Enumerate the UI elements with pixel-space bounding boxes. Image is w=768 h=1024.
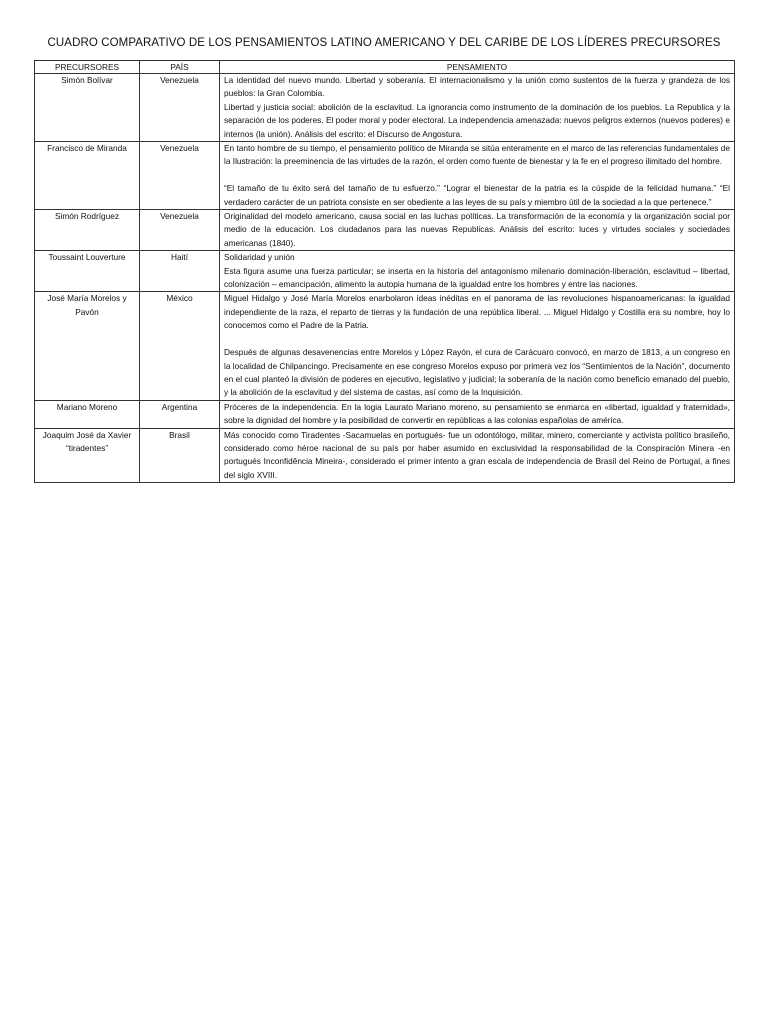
column-header-pensamiento: PENSAMIENTO (220, 61, 735, 74)
thought-paragraph: Más conocido como Tiradentes -Sacamuelas en portugués- fue un odontólogo, militar, minero, comerciante y activista político brasileño, considerado como héroe nacional de su país por haber asumido en exclusividad la responsabilidad de la Conspiración Minera -en portugués Inconfidência Mineira-, considerado el primer intento a gran escala de independencia de Brasil del Reino de Portugal, a fines del siglo XVIII. (224, 429, 730, 480)
precursor-name: Toussaint Louverture (35, 251, 140, 292)
precursor-thought (220, 428, 735, 483)
table-row (35, 400, 735, 428)
thought-paragraph: Solidaridad y unión (224, 252, 295, 263)
table-row (35, 251, 735, 292)
precursor-country: Venezuela (140, 142, 220, 210)
precursor-country: Brasil (140, 428, 220, 483)
table-row (35, 142, 735, 210)
precursor-country: Venezuela (140, 210, 220, 251)
precursor-thought (220, 251, 735, 292)
precursor-name: Francisco de Miranda (35, 142, 140, 210)
thought-paragraph: En tanto hombre de su tiempo, el pensamiento político de Miranda se sitúa enteramente en el marco de las referencias fundamentales de la Ilustración: la preeminencia de las virtudes de la razón, el orden como fuente de bienestar y la fe en el progreso ilimitado del hombre. (224, 143, 730, 167)
precursor-country: Argentina (140, 400, 220, 428)
thought-paragraph: Después de algunas desavenencias entre Morelos y López Rayón, el cura de Carácuaro convocó, en marzo de 1813, a un congreso en la localidad de Chilpancingo. Precisamente en ese congreso Morelos expuso por primera vez los “Sentimientos de la Nación”, documento en el cual planteó la división de poderes en ejecutivo, legislativo y judicial; la soberanía de la nación como beneficio emanado del pueblo, y la abolición de la esclavitud y del sistema de castas, así como de la Inquisición. (224, 347, 730, 398)
precursor-name: Mariano Moreno (35, 400, 140, 428)
precursor-name: Joaquim José da Xavier “tiradentes” (35, 428, 140, 483)
thought-paragraph: Libertad y justicia social: abolición de la esclavitud. La ignorancia como instrumento de la dominación de los pueblos. La Republica y la separación de los poderes. El poder moral y poder electoral. La independencia amenazada: nuevos peligros externos (nuevos poderes) e internos (la unión). Análisis del escrito: el Discurso de Angostura. (224, 101, 730, 139)
thought-paragraph: Originalidad del modelo americano, causa social en las luchas políticas. La transformación de la economía y la organización social por medio de la educación. Los ciudadanos para las nuevas Republicas. Análisis del escrito: luces y virtudes sociales y sociedades americanas (1840). (224, 211, 730, 248)
precursor-thought (220, 400, 735, 428)
thought-paragraph: Próceres de la independencia. En la logia Laurato Mariano moreno, su pensamiento se enmarca en «libertad, igualdad y fraternidad», sobre la dignidad del hombre y la posibilidad de convertir en repúblicas a las colonias españolas de américa. (224, 401, 730, 426)
precursor-thought (220, 142, 735, 210)
thought-paragraph: La identidad del nuevo mundo. Libertad y soberanía. El internacionalismo y la unión como sustentos de la fuerza y grandeza de los pueblos: la Gran Colombia. (224, 75, 730, 99)
column-header-precursores: PRECURSORES (35, 61, 140, 74)
precursor-thought (220, 74, 735, 142)
thought-paragraph: Esta figura asume una fuerza particular; se inserta en la historia del antagonismo milenario dominación-liberación, esclavitud – libertad, colonización – emancipación, alimento la autopia humana de la igualdad entre los hombres y entre las naciones. (224, 265, 730, 290)
table-row (35, 428, 735, 483)
precursor-thought (220, 292, 735, 400)
table-row (35, 210, 735, 251)
precursor-thought (220, 210, 735, 251)
precursor-country: México (140, 292, 220, 400)
comparison-table (34, 60, 735, 483)
precursor-country: Venezuela (140, 74, 220, 142)
thought-paragraph: Miguel Hidalgo y José María Morelos enarbolaron ideas inéditas en el panorama de las revoluciones hispanoamericanas: la igualdad independiente de la raza, el reparto de tierras y la fundación de una república liberal. ... Miguel Hidalgo y Costilla era su nombre, hoy lo conocemos como el Padre de la Patria. (224, 293, 730, 331)
table-row (35, 292, 735, 400)
document-title: CUADRO COMPARATIVO DE LOS PENSAMIENTOS LATINO AMERICANO Y DEL CARIBE DE LOS LÍDERES PRECURSORES (47, 37, 721, 49)
table-row (35, 74, 735, 142)
precursor-name: José María Morelos y Pavón (35, 292, 140, 400)
precursor-name: Simón Bolívar (35, 74, 140, 142)
precursor-name: Simón Rodríguez (35, 210, 140, 251)
column-header-pais: PAÍS (140, 61, 220, 74)
thought-paragraph: “El tamaño de tu éxito será del tamaño de tu esfuerzo.” “Lograr el bienestar de la patria es la cúspide de la felicidad humana.” “El verdadero carácter de un patriota consiste en ser obediente a las leyes de su país y miembro útil de la sociedad a la que pertenece.” (224, 183, 730, 207)
precursor-country: Haití (140, 251, 220, 292)
table-header-row (35, 61, 735, 74)
